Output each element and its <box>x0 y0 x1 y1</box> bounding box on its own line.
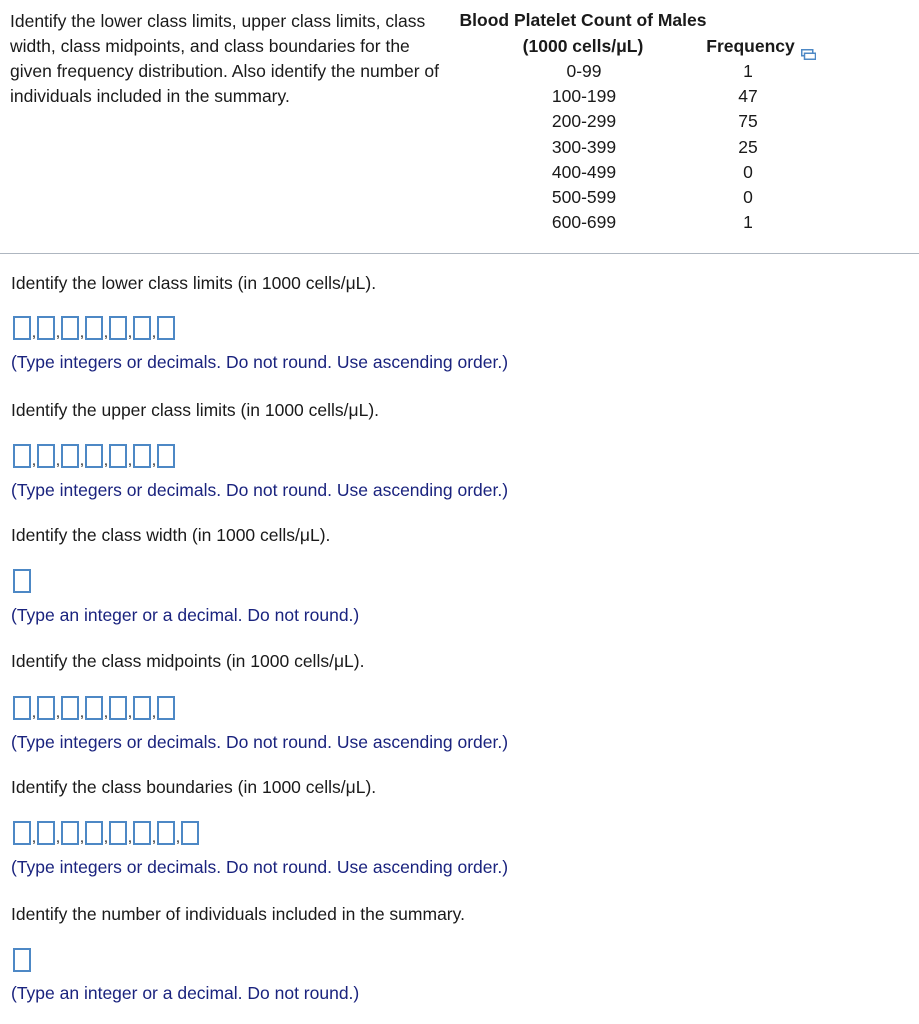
upper-answer-box-7[interactable] <box>157 444 175 468</box>
boundaries-answer-box-8[interactable] <box>181 821 199 845</box>
boundaries-answer-box-6[interactable] <box>133 821 151 845</box>
upper-answer-box-5[interactable] <box>109 444 127 468</box>
comma-separator: , <box>31 324 37 341</box>
boundaries-answer-box-5[interactable] <box>109 821 127 845</box>
individuals-inputs <box>13 948 31 972</box>
lower-limits-inputs <box>13 316 175 340</box>
class-range-cell: 0-99 <box>566 61 602 81</box>
lower-answer-box-2[interactable] <box>37 316 55 340</box>
upper-answer-box-1[interactable] <box>13 444 31 468</box>
class-range-cell: 200-299 <box>551 111 617 132</box>
upper-answer-box-6[interactable] <box>133 444 151 468</box>
midpoints-answer-box-6[interactable] <box>133 696 151 720</box>
midpoints-answer-box-4[interactable] <box>85 696 103 720</box>
frequency-cell: 1 <box>743 61 753 81</box>
upper-limits-prompt: Identify the upper class limits (in 1000 cells/μL). <box>11 400 380 420</box>
comma-separator: , <box>55 704 61 721</box>
frequency-column-header <box>696 33 826 59</box>
frequency-header-label: Frequency <box>706 36 795 56</box>
boundaries-answer-box-1[interactable] <box>13 821 31 845</box>
intro-text: Identify the lower class limits, upper class limits, class width, class midpoints, and class boundaries for the given frequency distribution. Also identify the number of individuals included in the summary. <box>10 11 439 106</box>
boundaries-hint: (Type integers or decimals. Do not round. Use ascending order.) <box>11 857 509 877</box>
midpoints-hint: (Type integers or decimals. Do not round. Use ascending order.) <box>11 732 509 752</box>
comma-separator: , <box>103 829 109 846</box>
midpoints-answer-box-3[interactable] <box>61 696 79 720</box>
comma-separator: , <box>151 829 157 846</box>
frequency-cell: 75 <box>738 111 758 132</box>
class-column-header: Blood Platelet Count of Males (1000 cells/μL) <box>459 10 707 56</box>
class-range-cell: 500-599 <box>551 186 617 207</box>
upper-answer-box-4[interactable] <box>85 444 103 468</box>
comma-separator: , <box>127 829 133 846</box>
class-range-cell: 400-499 <box>551 161 617 182</box>
frequency-cell: 0 <box>743 161 753 182</box>
class-range-cell: 600-699 <box>551 212 617 233</box>
lower-answer-box-7[interactable] <box>157 316 175 340</box>
comma-separator: , <box>151 324 157 341</box>
comma-separator: , <box>55 324 61 341</box>
comma-separator: , <box>31 704 37 721</box>
class-width-inputs <box>13 569 31 593</box>
lower-answer-box-1[interactable] <box>13 316 31 340</box>
comma-separator: , <box>31 452 37 469</box>
midpoints-answer-box-5[interactable] <box>109 696 127 720</box>
individuals-prompt: Identify the number of individuals included in the summary. <box>11 904 465 924</box>
midpoints-prompt: Identify the class midpoints (in 1000 cells/μL). <box>11 651 365 671</box>
midpoints-answer-box-7[interactable] <box>157 696 175 720</box>
upper-limits-hint: (Type integers or decimals. Do not round. Use ascending order.) <box>11 480 509 500</box>
class-width-prompt: Identify the class width (in 1000 cells/μL). <box>11 525 331 545</box>
upper-answer-box-2[interactable] <box>37 444 55 468</box>
comma-separator: , <box>127 324 133 341</box>
class-range-cell: 300-399 <box>551 136 617 157</box>
comma-separator: , <box>151 452 157 469</box>
boundaries-answer-box-7[interactable] <box>157 821 175 845</box>
individuals-hint: (Type an integer or a decimal. Do not round.) <box>11 983 360 1003</box>
lower-limits-hint: (Type integers or decimals. Do not round. Use ascending order.) <box>11 352 509 372</box>
class-width-hint: (Type an integer or a decimal. Do not round.) <box>11 605 360 625</box>
section-divider <box>0 253 919 254</box>
lower-answer-box-4[interactable] <box>85 316 103 340</box>
boundaries-prompt: Identify the class boundaries (in 1000 cells/μL). <box>11 777 377 797</box>
midpoints-answer-box-2[interactable] <box>37 696 55 720</box>
comma-separator: , <box>151 704 157 721</box>
upper-answer-box-3[interactable] <box>61 444 79 468</box>
midpoints-inputs <box>13 696 175 720</box>
comma-separator: , <box>103 704 109 721</box>
comma-separator: , <box>55 829 61 846</box>
popout-window-icon[interactable] <box>801 41 816 52</box>
comma-separator: , <box>79 704 85 721</box>
boundaries-answer-box-3[interactable] <box>61 821 79 845</box>
boundaries-answer-box-4[interactable] <box>85 821 103 845</box>
comma-separator: , <box>127 704 133 721</box>
comma-separator: , <box>103 324 109 341</box>
comma-separator: , <box>31 829 37 846</box>
lower-answer-box-3[interactable] <box>61 316 79 340</box>
comma-separator: , <box>79 452 85 469</box>
comma-separator: , <box>79 829 85 846</box>
class-range-cell: 100-199 <box>551 86 617 107</box>
frequency-cell: 1 <box>743 212 753 233</box>
comma-separator: , <box>175 829 181 846</box>
boundaries-inputs <box>13 821 199 845</box>
comma-separator: , <box>127 452 133 469</box>
individuals-answer-box-1[interactable] <box>13 948 31 972</box>
boundaries-answer-box-2[interactable] <box>37 821 55 845</box>
comma-separator: , <box>55 452 61 469</box>
width-answer-box-1[interactable] <box>13 569 31 593</box>
upper-limits-inputs <box>13 444 175 468</box>
midpoints-answer-box-1[interactable] <box>13 696 31 720</box>
frequency-cell: 25 <box>738 136 758 157</box>
lower-limits-prompt: Identify the lower class limits (in 1000 cells/μL). <box>11 273 377 293</box>
frequency-cell: 0 <box>743 186 753 207</box>
lower-answer-box-6[interactable] <box>133 316 151 340</box>
comma-separator: , <box>103 452 109 469</box>
comma-separator: , <box>79 324 85 341</box>
lower-answer-box-5[interactable] <box>109 316 127 340</box>
frequency-cell: 47 <box>738 86 758 107</box>
